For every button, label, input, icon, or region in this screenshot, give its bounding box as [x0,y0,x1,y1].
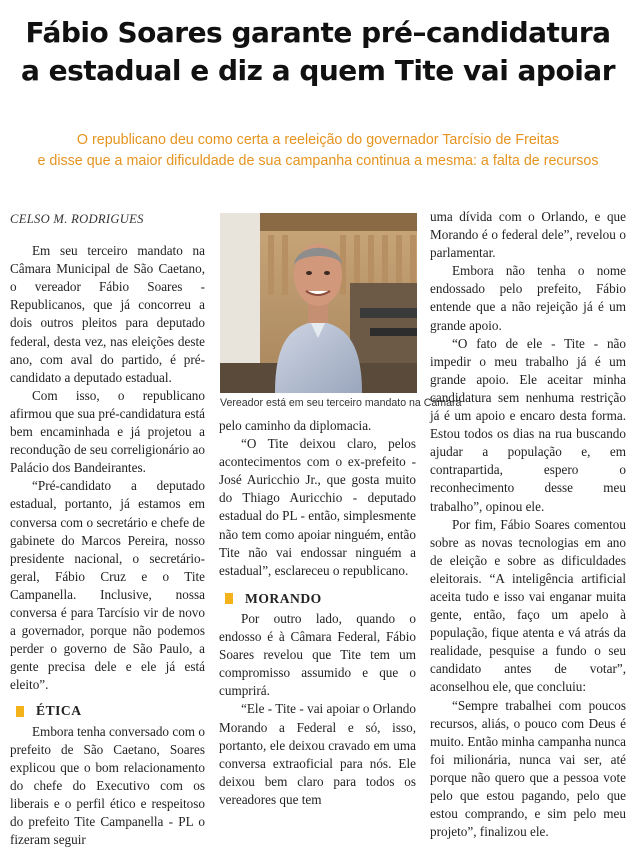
paragraph-continued: pelo caminho da diplomacia. [219,418,372,433]
subheadline-line-2: e disse que a maior dificuldade de sua campanha continua a mesma: a falta de recursos [37,153,599,169]
paragraph: “O Tite deixou claro, pelos acontecimentos com o ex-prefeito - José Auricchio Jr., que gosta muito do Thiago Auricchio - deputado estadual do PL - então, simplesmente não tem como apoiar ninguém, então Tite não vai endossar ninguém a estadual”, esclareceu o republicano. [219,436,416,578]
paragraph: Por fim, Fábio Soares comentou sobre as novas tecnologias em ano de eleição e sobre as dificuldades eleitorais. “A inteligência artificial aceita tudo e isso vai enganar muita gente, então, faço um apelo à população, fique atenta e vá atrás da realidade, pesquise a fundo o seu candidato antes de votar”, aconselhou ele, que concluiu: [430,516,626,695]
section-bullet-icon [225,593,233,604]
paragraph: “Pré-candidato a deputado estadual, portanto, já estamos em conversa com o secretário e chefe de gabinete do Marcos Pereira, nosso presidente nacional, o secretário-geral, Fábio Cruz e o Tite Campanella. Inclusive, nossa conversa é para Tarcísio vir de novo a governador, porque não podemos perder o governo de São Paulo, a gente precisa dele e ele já está eleito”. [10,478,205,693]
section-heading-morando [219,590,416,608]
paragraph: Embora tenha conversado com o prefeito de São Caetano, Soares explicou que o bom relacionamento do chefe do Executivo com os liberais e o perfil ético e respeitoso do prefeito Tite Campanella - PL o fizeram seguir [10,723,205,848]
headline-line-2: a estadual e diz a quem Tite vai apoiar [20,54,616,87]
paragraph: “Ele - Tite - vai apoiar o Orlando Morando a Federal e só, isso, portanto, ele deixou cravado em uma conversa extraoficial para nós. Ele deixou bem claro para todos os vereadores que tem [219,701,416,807]
paragraph: Em seu terceiro mandato na Câmara Municipal de São Caetano, o vereador Fábio Soares - Republicanos, que já concorreu a dois outros pleitos para deputado federal, desta vez, nas eleições deste ano, com aval do partido, é pré-candidato a deputado estadual. [10,243,205,385]
subheadline [10,130,626,172]
section-bullet-icon [16,706,24,717]
paragraph: “Sempre trabalhei com poucos recursos, aliás, o pouco com Deus é muito. Então minha campanha nunca foi milionária, nunca vai ser, até porque não quero que a pessoa vote pelo que estou pagando, pelo que estou comprando, e sim pelo meu projeto”, finalizou ele. [430,697,626,840]
paragraph: Com isso, o republicano afirmou que sua pré-candidatura está bem encaminhada e já projetou a recondução de seu correligionário ao Palácio dos Bandeirantes. [10,387,205,476]
photo-illustration [220,213,417,393]
section-heading-label: ÉTICA [36,703,82,719]
byline: CELSO M. RODRIGUES [10,212,144,226]
headline [0,14,636,90]
article-column-1 [10,210,205,849]
paragraph: Embora não tenha o nome endossado pelo prefeito, Fábio entende que a não rejeição já é um grande apoio. [430,263,626,333]
article-column-3 [430,208,626,841]
article-photo [220,213,417,393]
photo-caption: Vereador está em seu terceiro mandato na Câmara [220,397,462,409]
section-heading-etica [10,702,205,720]
section-heading-label: MORANDO [245,590,322,606]
paragraph-continued: uma dívida com o Orlando, e que Morando é o federal dele”, revelou o parlamentar. [430,209,626,261]
article-column-2 [219,417,416,809]
headline-line-1: Fábio Soares garante pré–candidatura [25,16,611,49]
paragraph: Por outro lado, quando o endosso é à Câmara Federal, Fábio Soares revelou que Tite tem um compromisso assumido e que o cumprirá. [219,610,416,699]
subheadline-line-1: O republicano deu como certa a reeleição do governador Tarcísio de Freitas [76,132,560,148]
paragraph: “O fato de ele - Tite - não impedir o meu trabalho já é um grande apoio. Ele aceitar minha candidatura sem nenhuma restrição já é um apoio e encaro desta forma. Estou todos os dias na rua buscando ajudar a população e, em contrapartida, espero o reconhecimento desse meu trabalho”, opinou ele. [430,335,626,514]
